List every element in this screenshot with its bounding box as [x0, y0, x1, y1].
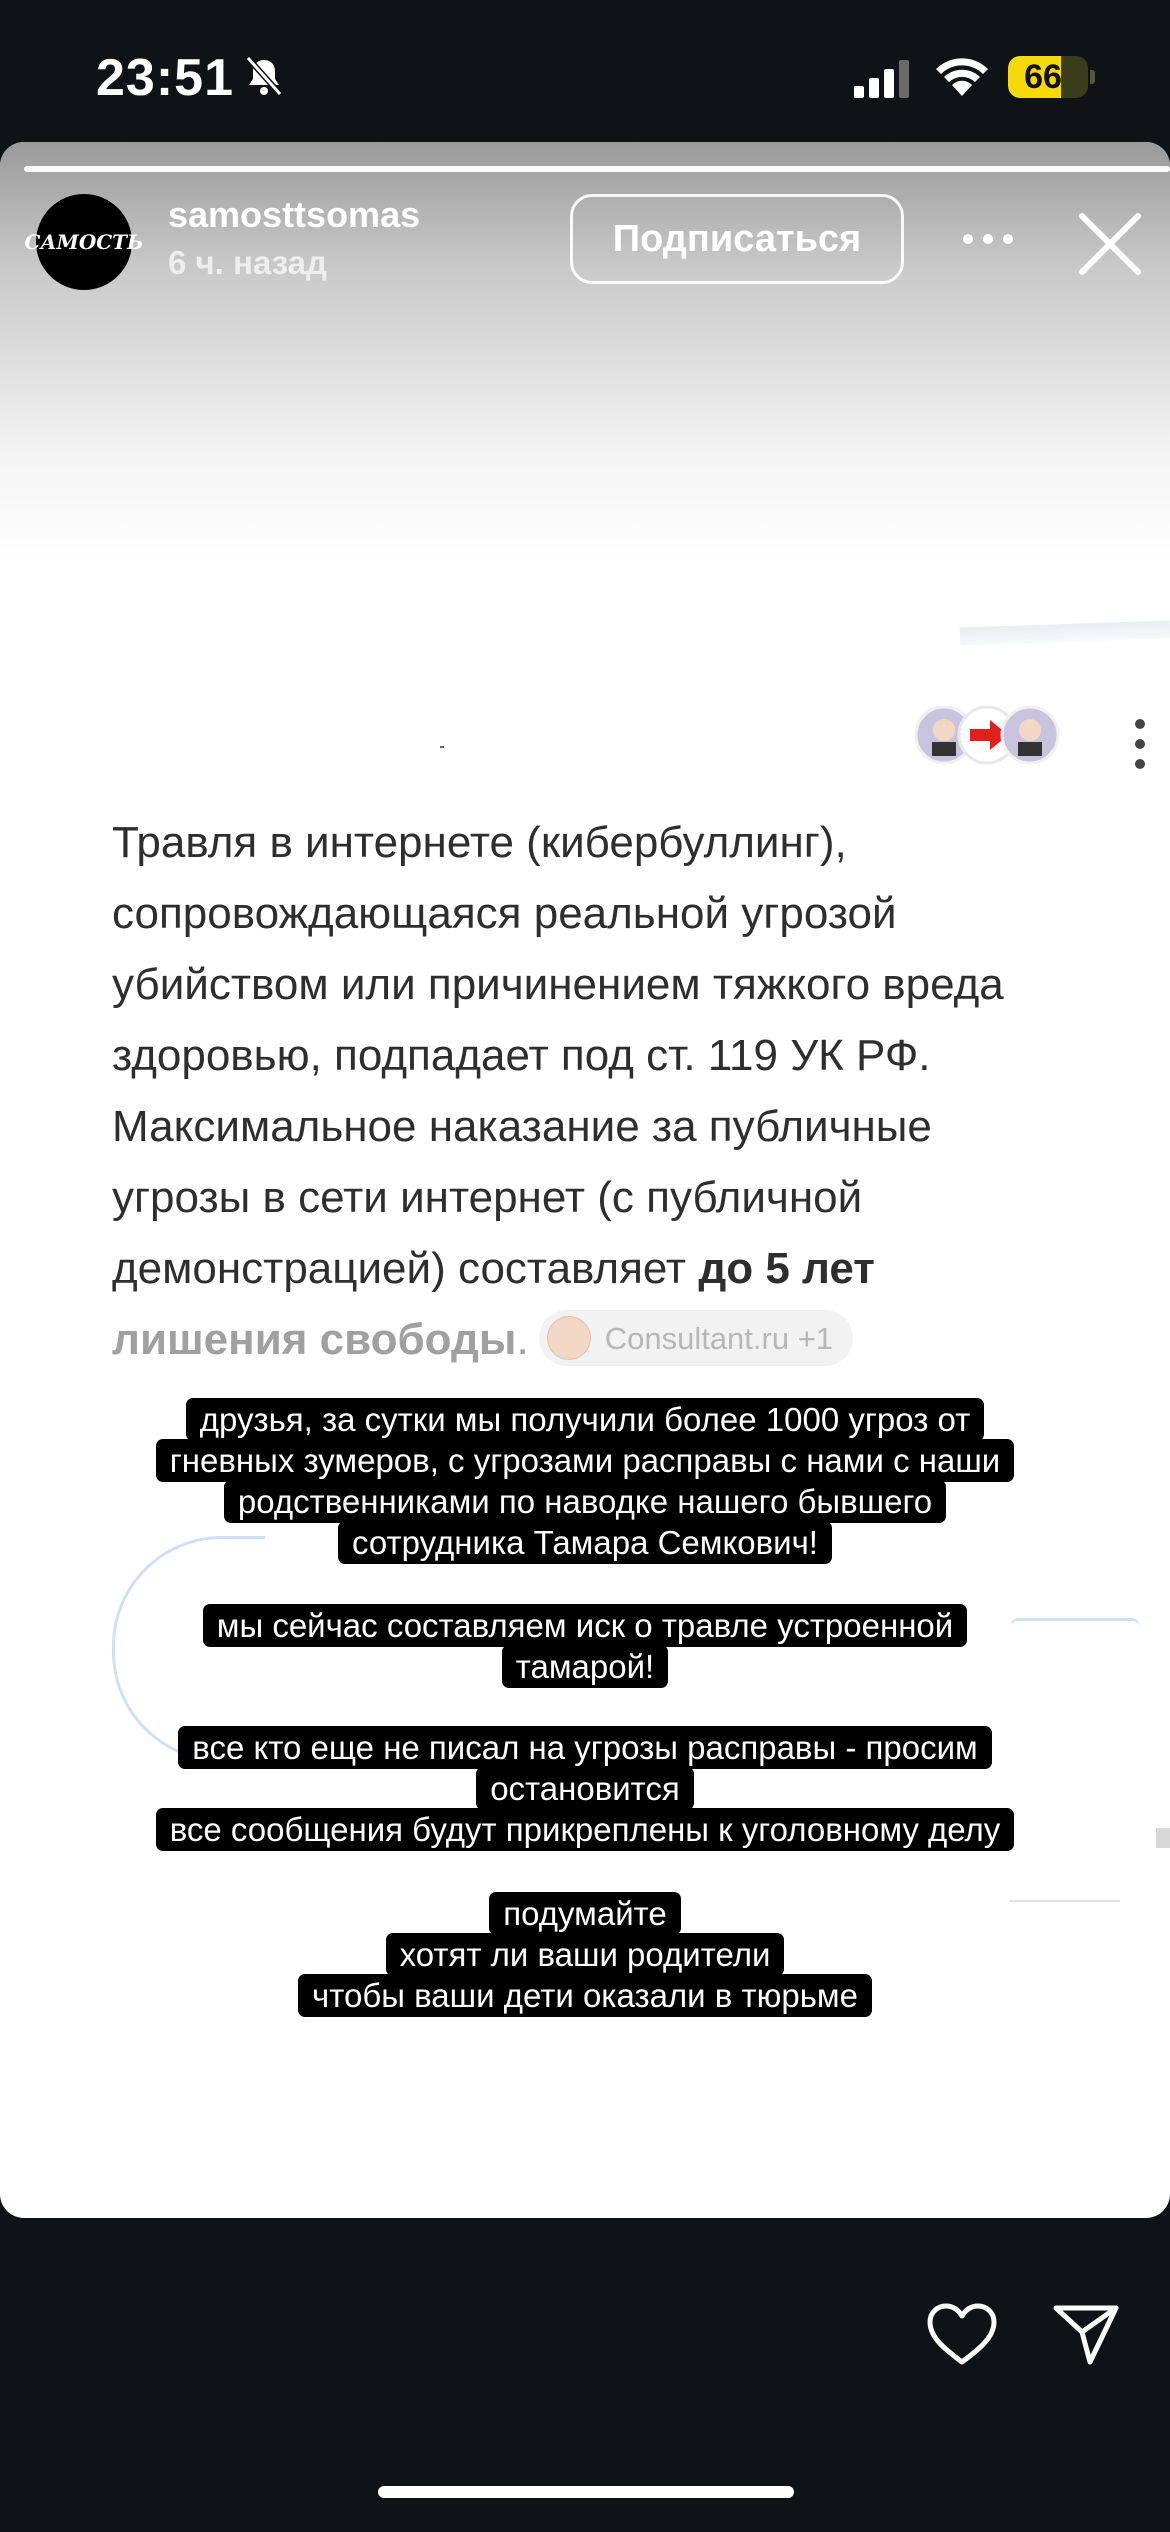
article-line: угрозы в сети интернет (с публичной — [112, 1173, 863, 1222]
send-icon[interactable] — [1052, 2302, 1120, 2368]
caption-line: остановится — [476, 1767, 694, 1810]
caption-line: родственниками по наводке нашего бывшего — [224, 1480, 946, 1523]
background-dot — [440, 746, 444, 748]
article-line: сопровождающаяся реальной угрозой — [112, 889, 897, 938]
status-time: 23:51 — [96, 49, 234, 107]
article-line: Максимальное наказание за публичные — [112, 1102, 932, 1151]
article-line-text: демонстрацией) составляет — [112, 1244, 699, 1293]
article-bold-text: лишения свободы — [112, 1315, 517, 1364]
heart-icon[interactable] — [926, 2302, 998, 2368]
wifi-icon — [934, 56, 990, 98]
username[interactable]: samosttsomas — [168, 194, 421, 235]
caption-line: чтобы ваши дети оказали в тюрьме — [298, 1974, 872, 2017]
battery-level: 66 — [1024, 58, 1062, 96]
story-progress-bar — [24, 166, 1170, 172]
caption-line: тамарой! — [502, 1645, 668, 1688]
source-chip-label: Consultant.ru +1 — [604, 1320, 834, 1356]
caption-line: мы сейчас составляем иск о травле устроенной — [203, 1604, 967, 1647]
caption-block-4 — [0, 1892, 1170, 2015]
caption-line: друзья, за сутки мы получили более 1000 угроз от — [186, 1398, 985, 1441]
article-line: здоровью, подпадает под ст. 119 УК РФ. — [112, 1031, 931, 1080]
source-avatar-icon — [547, 1316, 591, 1360]
background-stroke — [960, 620, 1170, 645]
article-line: Травля в интернете (кибербуллинг), — [112, 818, 847, 867]
caption-block-3 — [0, 1726, 1170, 1849]
home-indicator[interactable] — [378, 2486, 794, 2498]
battery-tip — [1090, 70, 1095, 84]
avatar[interactable]: САМОСТЬ — [36, 194, 132, 290]
source-icons — [912, 702, 1062, 768]
caption-line: гневных зумеров, с угрозами расправы с нами с наши — [156, 1439, 1014, 1482]
close-icon[interactable] — [1072, 206, 1148, 282]
article-text — [112, 807, 1112, 1375]
article-line — [112, 1304, 1112, 1375]
article-line — [112, 1233, 1112, 1304]
caption-line: подумайте — [489, 1892, 680, 1935]
source-chip — [539, 1310, 853, 1366]
article-line-end: . — [516, 1315, 529, 1364]
article-line: убийством или причинением тяжкого вреда — [112, 960, 1004, 1009]
caption-line: сотрудника Тамара Семкович! — [338, 1521, 832, 1564]
cellular-signal-icon — [852, 58, 912, 98]
follow-button[interactable]: Подписаться — [570, 194, 904, 284]
more-horizontal-icon[interactable] — [960, 214, 1016, 264]
status-bar — [0, 0, 1170, 140]
caption-line: все кто еще не писал на угрозы расправы - просим — [178, 1726, 991, 1769]
article-bold-text: до 5 лет — [698, 1244, 875, 1293]
bell-slash-icon — [242, 54, 286, 98]
more-vertical-icon[interactable] — [1132, 718, 1148, 770]
caption-line: хотят ли ваши родители — [386, 1933, 785, 1976]
story-timestamp: 6 ч. назад — [168, 244, 327, 281]
caption-block-1 — [0, 1398, 1170, 1562]
battery-icon — [1008, 56, 1088, 98]
caption-line: все сообщения будут прикреплены к уголовному делу — [156, 1808, 1015, 1851]
story-viewer[interactable] — [0, 142, 1170, 2218]
caption-block-2 — [0, 1604, 1170, 1686]
